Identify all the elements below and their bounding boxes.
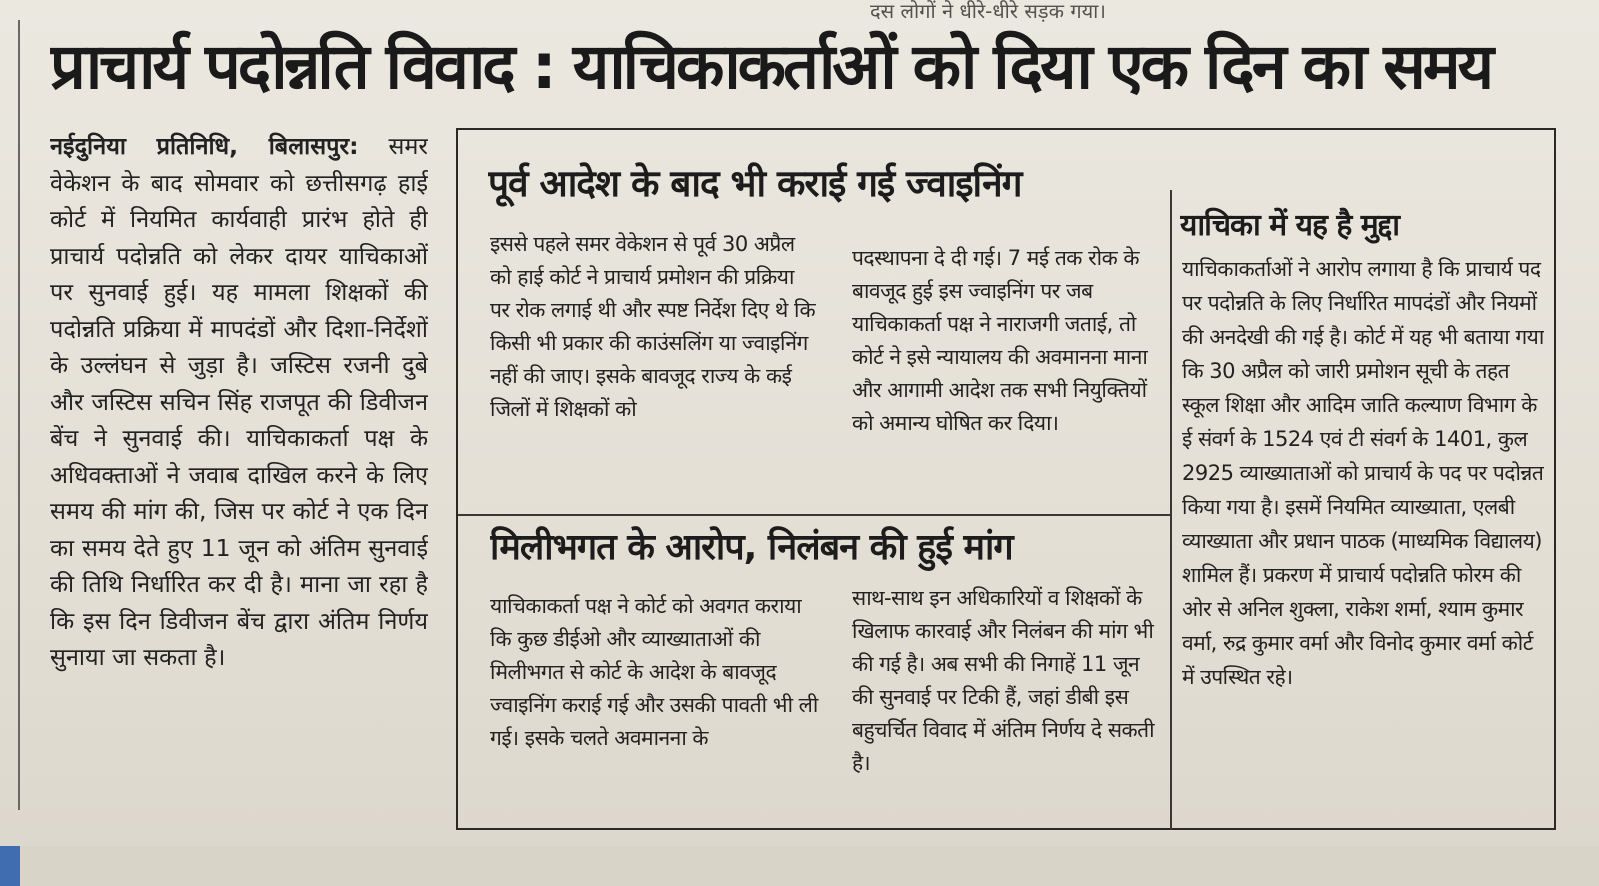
sidebar-heading: याचिका में यह है मुद्दा (1180, 208, 1400, 243)
section2-col1: याचिकाकर्ता पक्ष ने कोर्ट को अवगत कराया कि कुछ डीईओ और व्याख्याताओं की मिलीभगत से कोर्ट के आदेश के बावजूद ज्वाइनिंग कराई गई और उसकी पावती भी ली गई। इसके चलते अवमानना के (490, 594, 818, 750)
top-fragment: दस लोगों ने धीरे-धीरे सड़क गया। (870, 0, 1106, 22)
main-story (50, 128, 428, 828)
dateline: नईदुनिया प्रतिनिधि, बिलासपुर: (50, 132, 359, 160)
section-divider (458, 514, 1170, 516)
blue-corner-mark (0, 846, 20, 886)
next-story-strip (0, 846, 1599, 886)
section1-col1: इससे पहले समर वेकेशन से पूर्व 30 अप्रैल को हाई कोर्ट ने प्राचार्य प्रमोशन की प्रक्रिया पर रोक लगाई थी और स्पष्ट निर्देश दिए थे कि किसी भी प्रकार की काउंसलिंग या ज्वाइनिंग नहीं की जाए। इसके बावजूद राज्य के कई जिलों में शिक्षकों को (490, 232, 816, 421)
sidebar-body: याचिकाकर्ताओं ने आरोप लगाया है कि प्राचार्य पद पर पदोन्नति के लिए निर्धारित मापदंडों और नियमों की अनदेखी की गई है। कोर्ट में यह भी बताया गया कि 30 अप्रैल को जारी प्रमोशन सूची के तहत स्कूल शिक्षा और आदिम जाति कल्याण विभाग के ई संवर्ग के 1524 एवं टी संवर्ग के 1401, कुल 2925 व्याख्याताओं को प्राचार्य के पद पर पदोन्नत किया गया है। इसमें नियमित व्याख्याता, एलबी व्याख्याता और प्रधान पाठक (माध्यमिक विद्यालय) शामिल हैं। प्रकरण में प्राचार्य पदोन्नति फोरम की ओर से अनिल शुक्ला, राकेश शर्मा, श्याम कुमार वर्मा, रुद्र कुमार वर्मा और विनोद कुमार वर्मा कोर्ट में उपस्थित रहे। (1182, 257, 1544, 689)
section2-heading: मिलीभगत के आरोप, निलंबन की हुई मांग (490, 527, 1013, 568)
headline: प्राचार्य पदोन्नति विवाद : याचिकाकर्ताओं को दिया एक दिन का समय (50, 30, 1492, 103)
sidebar-rule (1170, 190, 1172, 830)
main-story-body: समर वेकेशन के बाद सोमवार को छत्तीसगढ़ हाई कोर्ट में नियमित कार्यवाही प्रारंभ होते ही प्राचार्य पदोन्नति को लेकर दायर याचिकाओं पर सुनवाई हुई। यह मामला शिक्षकों की पदोन्नति प्रक्रिया में मापदंडों और दिशा-निर्देशों के उल्लंघन से जुड़ा है। जस्टिस रजनी दुबे और जस्टिस सचिन सिंह राजपूत की डिवीजन बेंच ने सुनवाई की। याचिकाकर्ता पक्ष के अधिवक्ताओं ने जवाब दाखिल करने के लिए समय की मांग की, जिस पर कोर्ट ने एक दिन का समय देते हुए 11 जून को अंतिम सुनवाई की तिथि निर्धारित कर दी है। माना जा रहा है कि इस दिन डिवीजन बेंच द्वारा अंतिम निर्णय सुनाया जा सकता है। (50, 132, 428, 671)
section2-col2: साथ-साथ इन अधिकारियों व शिक्षकों के खिलाफ कारवाई और निलंबन की मांग भी की गई है। अब सभी की निगाहें 11 जून की सुनवाई पर टिकी हैं, जहां डीबी इस बहुचर्चित विवाद में अंतिम निर्णय दे सकती है। (852, 586, 1155, 775)
story-box (456, 128, 1556, 830)
section1-col2: पदस्थापना दे दी गई। 7 मई तक रोक के बावजूद हुई इस ज्वाइनिंग पर जब याचिकाकर्ता पक्ष ने नाराजगी जताई, तो कोर्ट ने इसे न्यायालय की अवमानना माना और आगामी आदेश तक सभी नियुक्तियों को अमान्य घोषित कर दिया। (852, 246, 1148, 435)
section1-heading: पूर्व आदेश के बाद भी कराई गई ज्वाइनिंग (488, 162, 1022, 205)
column-rule-left (18, 20, 20, 810)
